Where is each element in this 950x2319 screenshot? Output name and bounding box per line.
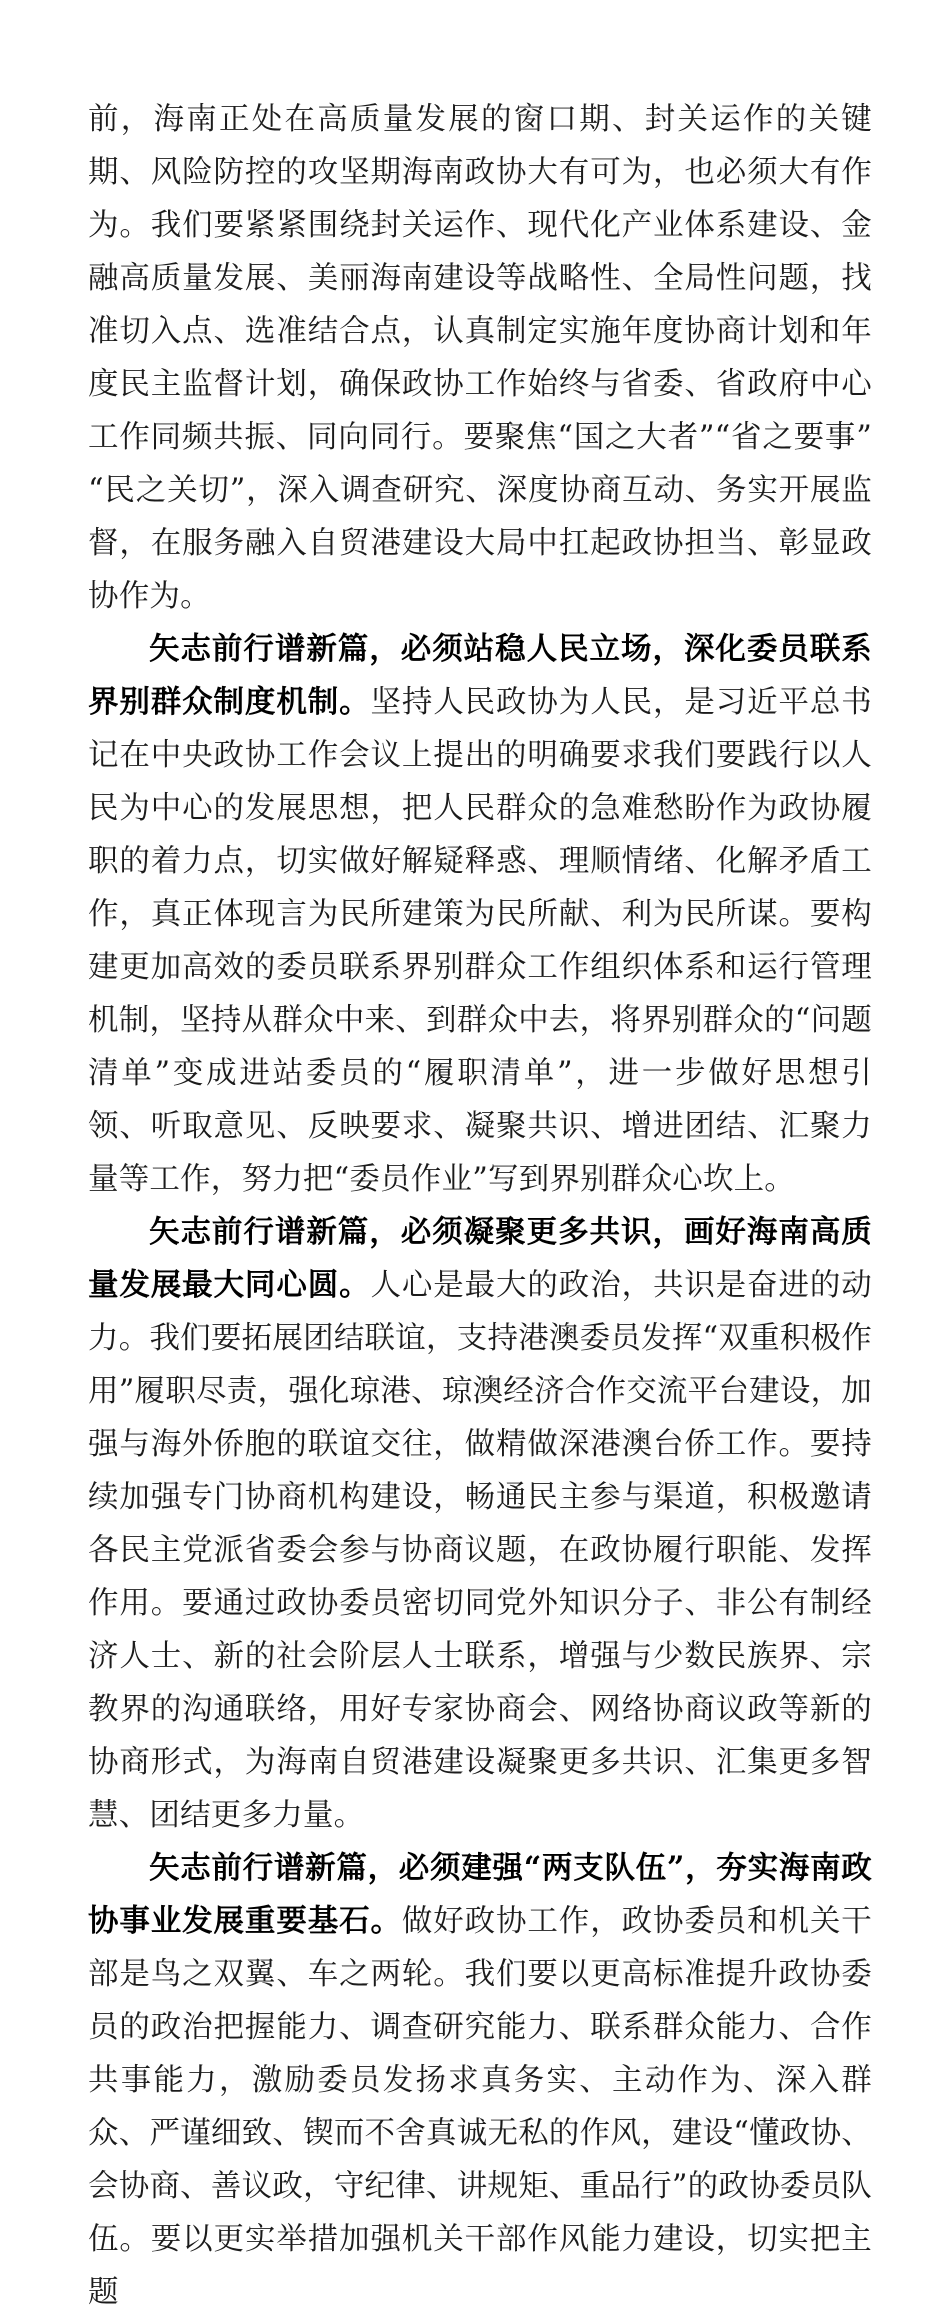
paragraph-section-1 [88, 623, 872, 1206]
section-body-3: 做好政协工作，政协委员和机关干部是鸟之双翼、车之两轮。我们要以更高标准提升政协委员的政治把握能力、调查研究能力、联系群众能力、合作共事能力，激励委员发扬求真务实、主动作为、深入群众、严谨细致、锲而不舍真诚无私的作风，建设“懂政协、会协商、善议政，守纪律、讲规矩、重品行”的政协委员队伍。要以更实举措加强机关干部作风能力建设，切实把主题 [88, 1904, 872, 2310]
paragraph-section-3 [88, 1842, 872, 2319]
section-body-2: 人心是最大的政治，共识是奋进的动力。我们要拓展团结联谊，支持港澳委员发挥“双重积极作用”履职尽责，强化琼港、琼澳经济合作交流平台建设，加强与海外侨胞的联谊交往，做精做深港澳台侨工作。要持续加强专门协商机构建设，畅通民主参与渠道，积极邀请各民主党派省委会参与协商议题，在政协履行职能、发挥作用。要通过政协委员密切同党外知识分子、非公有制经济人士、新的社会阶层人士联系，增强与少数民族界、宗教界的沟通联络，用好专家协商会、网络协商议政等新的协商形式，为海南自贸港建设凝聚更多共识、汇集更多智慧、团结更多力量。 [88, 1268, 872, 1833]
section-heading-3: 矢志前行谱新篇，必须建强“两支队伍”，夯实海南政协事业发展重要基石。 [88, 1850, 872, 1939]
section-heading-2: 矢志前行谱新篇，必须凝聚更多共识，画好海南高质量发展最大同心圆。 [88, 1214, 872, 1303]
paragraph-continuation: 前，海南正处在高质量发展的窗口期、封关运作的关键期、风险防控的攻坚期海南政协大有可为，也必须大有作为。我们要紧紧围绕封关运作、现代化产业体系建设、金融高质量发展、美丽海南建设等战略性、全局性问题，找准切入点、选准结合点，认真制定实施年度协商计划和年度民主监督计划，确保政协工作始终与省委、省政府中心工作同频共振、同向同行。要聚焦“国之大者”“省之要事”“民之关切”，深入调查研究、深度协商互动、务实开展监督，在服务融入自贸港建设大局中扛起政协担当、彰显政协作为。 [88, 102, 872, 614]
section-body-1: 坚持人民政协为人民，是习近平总书记在中央政协工作会议上提出的明确要求我们要践行以人民为中心的发展思想，把人民群众的急难愁盼作为政协履职的着力点，切实做好解疑释惑、理顺情绪、化解矛盾工作，真正体现言为民所建策为民所献、利为民所谋。要构建更加高效的委员联系界别群众工作组织体系和运行管理机制，坚持从群众中来、到群众中去，将界别群众的“问题清单”变成进站委员的“履职清单”，进一步做好思想引领、听取意见、反映要求、凝聚共识、增进团结、汇聚力量等工作，努力把“委员作业”写到界别群众心坎上。 [88, 685, 872, 1197]
section-heading-1: 矢志前行谱新篇，必须站稳人民立场，深化委员联系界别群众制度机制。 [88, 631, 872, 720]
document-text-body [88, 93, 872, 2319]
paragraph-section-2 [88, 1206, 872, 1842]
